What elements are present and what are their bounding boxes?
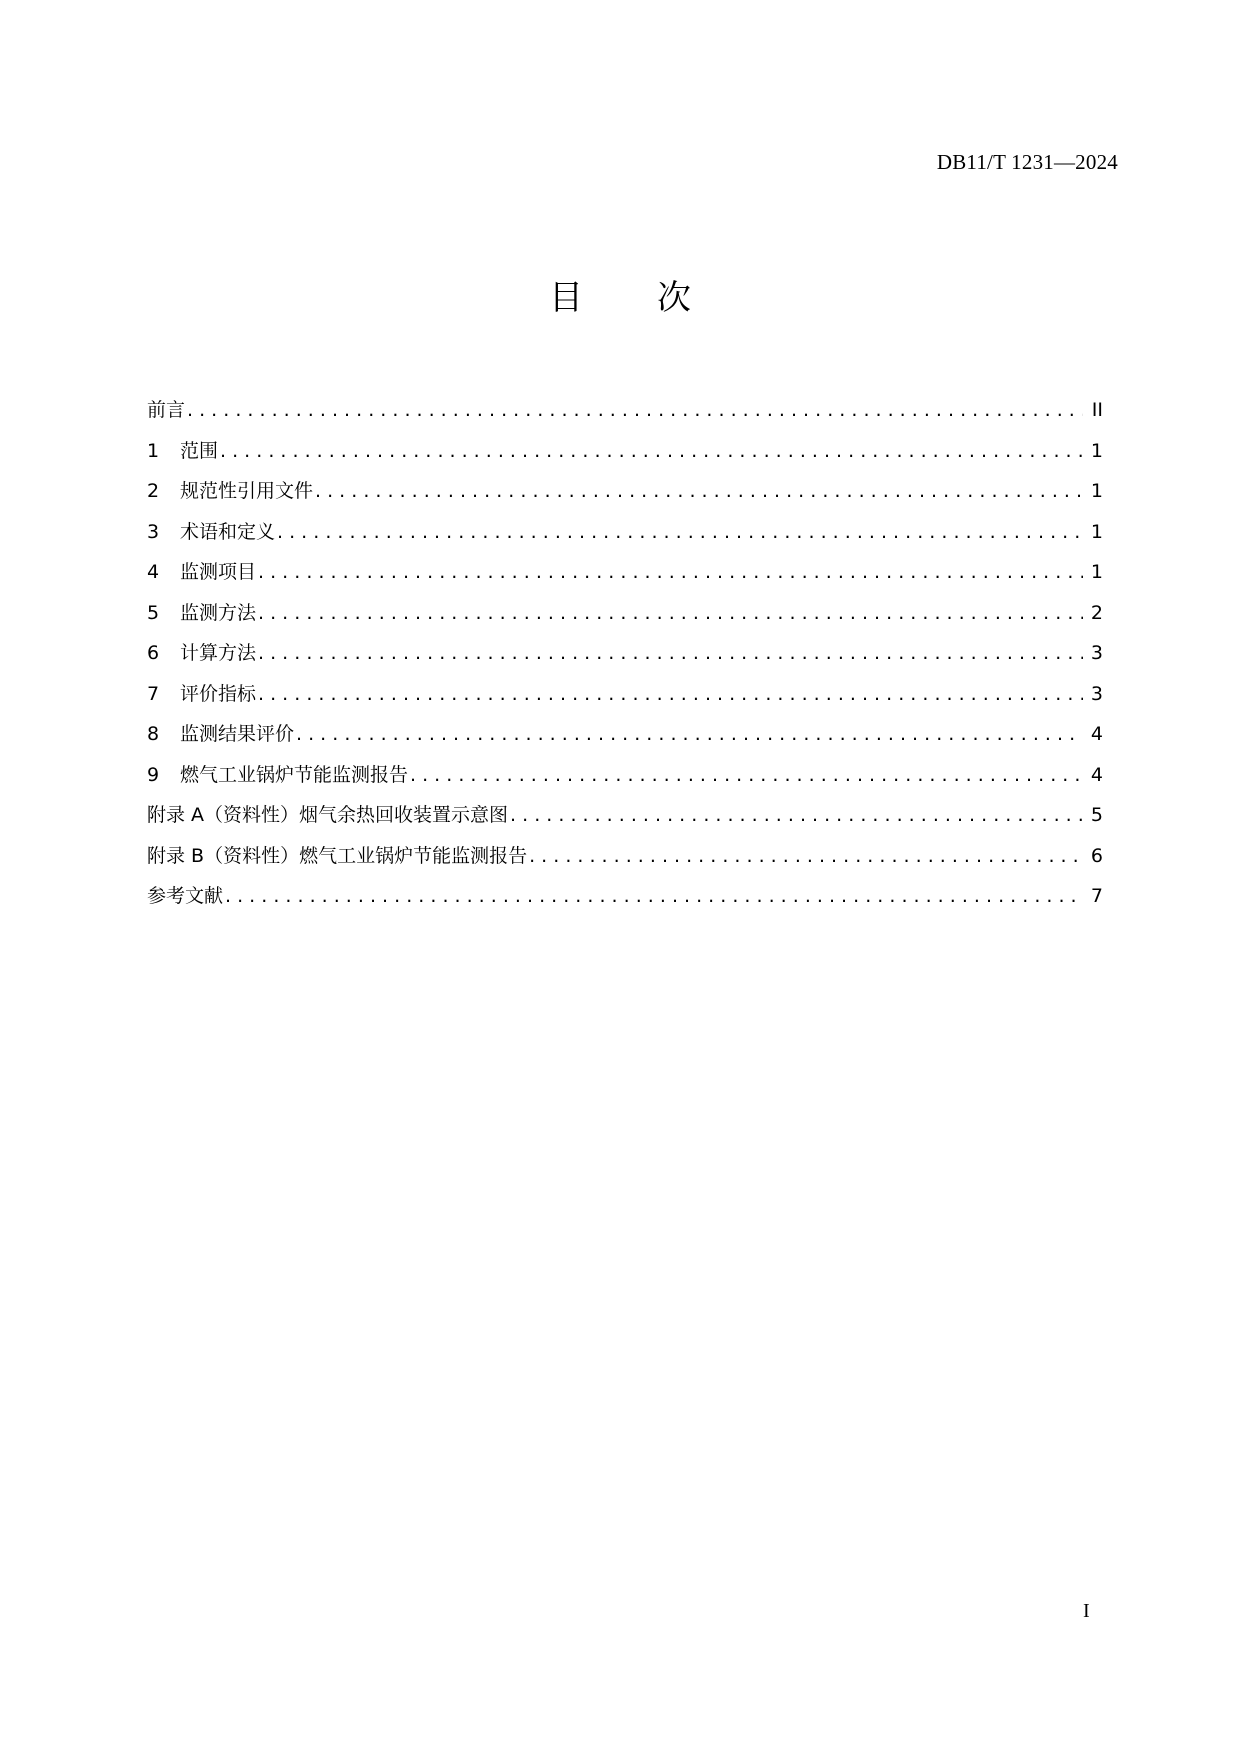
toc-number: 3 bbox=[147, 520, 160, 543]
toc-leader-dots bbox=[220, 431, 1083, 471]
toc-leader-dots bbox=[510, 795, 1083, 835]
toc-label: 范围 bbox=[180, 439, 219, 462]
page-number: I bbox=[1083, 1600, 1090, 1622]
toc-number: 2 bbox=[147, 480, 160, 502]
toc-label: 监测方法 bbox=[180, 601, 257, 624]
toc-entry-7[interactable] bbox=[147, 674, 1103, 715]
toc-entry-2[interactable] bbox=[147, 471, 1103, 512]
toc-page-number: II bbox=[1091, 399, 1103, 421]
toc-number: 9 bbox=[147, 763, 160, 786]
toc-leader-dots bbox=[187, 390, 1083, 430]
toc-label: 参考文献 bbox=[147, 885, 224, 907]
toc-page-number: 7 bbox=[1090, 885, 1103, 907]
toc-label: 评价指标 bbox=[180, 682, 257, 705]
toc-page-number: 1 bbox=[1090, 520, 1103, 543]
toc-entry-1[interactable] bbox=[147, 431, 1103, 472]
toc-entry-references[interactable] bbox=[147, 876, 1103, 917]
document-code: DB11/T 1231—2024 bbox=[936, 150, 1118, 174]
toc-entry-8[interactable] bbox=[147, 714, 1103, 755]
toc-number: 1 bbox=[147, 439, 160, 462]
toc-leader-dots bbox=[529, 836, 1083, 876]
toc-number: 6 bbox=[147, 642, 160, 664]
toc-page-number: 1 bbox=[1090, 561, 1103, 583]
toc-leader-dots bbox=[258, 633, 1083, 673]
toc-page-number: 4 bbox=[1090, 723, 1103, 745]
toc-leader-dots bbox=[225, 876, 1083, 916]
toc-label: 计算方法 bbox=[180, 642, 257, 664]
toc-label: 监测项目 bbox=[180, 561, 257, 583]
toc-entry-preface[interactable] bbox=[147, 390, 1103, 431]
toc-label: 术语和定义 bbox=[180, 520, 276, 543]
toc-page-number: 1 bbox=[1090, 439, 1103, 462]
toc-page-number: 3 bbox=[1090, 682, 1103, 705]
toc-entry-6[interactable] bbox=[147, 633, 1103, 674]
toc-label: 前言 bbox=[147, 399, 186, 421]
toc-leader-dots bbox=[315, 471, 1083, 511]
toc-entry-appendix-b[interactable] bbox=[147, 836, 1103, 877]
toc-page-number: 4 bbox=[1090, 763, 1103, 786]
toc-number: 4 bbox=[147, 561, 160, 583]
toc-page-number: 3 bbox=[1090, 642, 1103, 664]
page-title bbox=[0, 278, 1240, 318]
toc-number: 5 bbox=[147, 601, 160, 624]
table-of-contents bbox=[147, 390, 1103, 917]
toc-number: 8 bbox=[147, 723, 160, 745]
toc-leader-dots bbox=[410, 755, 1083, 795]
toc-label: 燃气工业锅炉节能监测报告 bbox=[180, 763, 409, 786]
title-char-1: 目 bbox=[549, 278, 583, 318]
toc-label: 规范性引用文件 bbox=[180, 480, 314, 502]
toc-entry-4[interactable] bbox=[147, 552, 1103, 593]
toc-entry-9[interactable] bbox=[147, 755, 1103, 796]
toc-label: 附录 B（资料性）燃气工业锅炉节能监测报告 bbox=[147, 844, 528, 867]
toc-label: 监测结果评价 bbox=[180, 723, 295, 745]
toc-leader-dots bbox=[296, 714, 1083, 754]
toc-page-number: 5 bbox=[1090, 804, 1103, 826]
toc-entry-5[interactable] bbox=[147, 593, 1103, 634]
toc-page-number: 1 bbox=[1090, 480, 1103, 502]
toc-entry-3[interactable] bbox=[147, 512, 1103, 553]
toc-leader-dots bbox=[258, 674, 1083, 714]
toc-number: 7 bbox=[147, 682, 160, 705]
toc-page-number: 6 bbox=[1090, 844, 1103, 867]
toc-leader-dots bbox=[258, 552, 1083, 592]
toc-page-number: 2 bbox=[1090, 601, 1103, 624]
toc-leader-dots bbox=[258, 593, 1083, 633]
toc-leader-dots bbox=[277, 512, 1083, 552]
title-char-2: 次 bbox=[657, 278, 691, 318]
toc-entry-appendix-a[interactable] bbox=[147, 795, 1103, 836]
toc-label: 附录 A（资料性）烟气余热回收装置示意图 bbox=[147, 804, 509, 826]
